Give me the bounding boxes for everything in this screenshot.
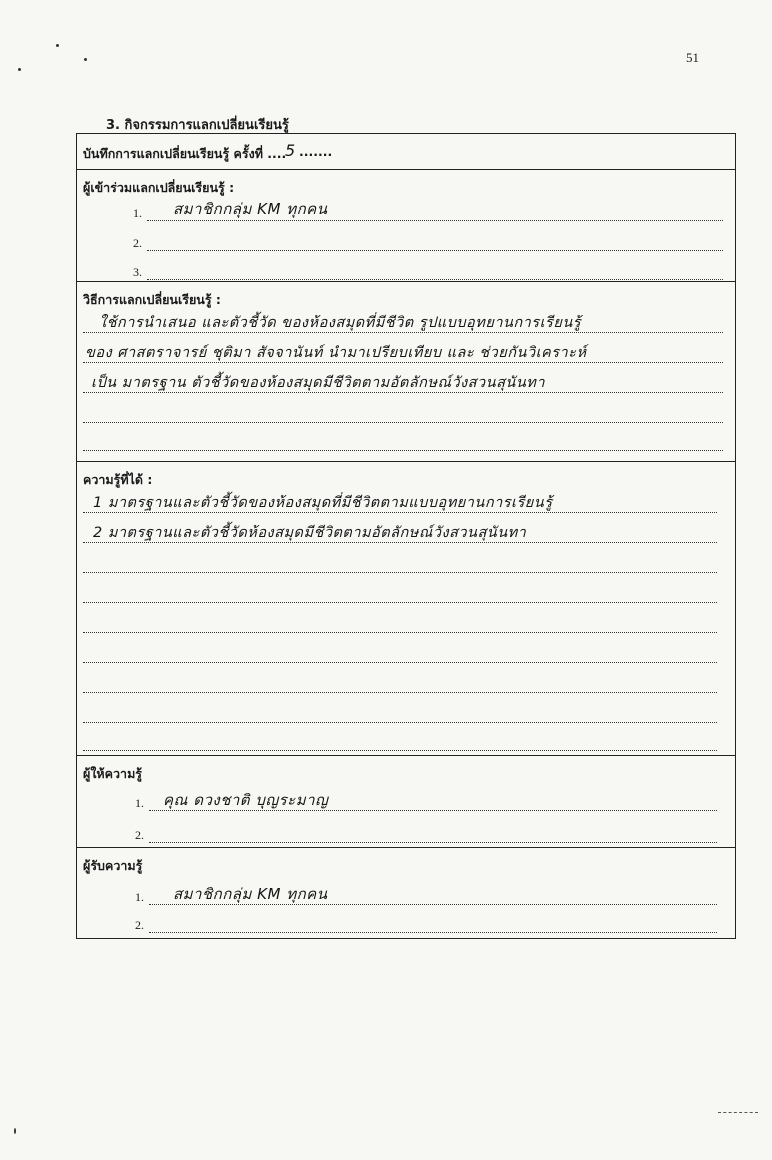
giver-line — [149, 842, 717, 843]
participant-number: 3. — [133, 265, 142, 279]
knowledge-label: ความรู้ที่ได้ : — [83, 472, 153, 487]
knowledge-line — [83, 602, 717, 603]
record-row — [77, 134, 735, 170]
knowledge-line — [83, 722, 717, 723]
participant-line — [147, 279, 723, 280]
record-number: 5 — [285, 141, 296, 160]
knowledge-line — [83, 750, 717, 751]
receiver-label: ผู้รับความรู้ — [83, 858, 143, 873]
page-number: 51 — [686, 50, 699, 65]
method-text-line: ใช้การนำเสนอ และตัวชี้วัด ของห้องสมุดที่มีชีวิต รูปแบบอุทยานการเรียนรู้ — [99, 315, 582, 331]
method-line — [83, 450, 723, 451]
knowledge-text-line: 1 มาตรฐานและตัวชี้วัดของห้องสมุดที่มีชีวิตตามแบบอุทยานการเรียนรู้ — [93, 495, 553, 511]
scan-edge-mark — [718, 1098, 758, 1113]
giver-number: 1. — [135, 796, 144, 810]
receiver-number: 2. — [135, 918, 144, 932]
knowledge-text-line: 2 มาตรฐานและตัวชี้วัดห้องสมุดมีชีวิตตามอัตลักษณ์วังสวนสุนันทา — [93, 525, 527, 541]
scan-speck — [84, 58, 87, 61]
record-suffix: ....... — [299, 144, 333, 159]
participant-line — [147, 250, 723, 251]
knowledge-line — [83, 662, 717, 663]
receiver-line — [149, 932, 717, 933]
receiver-section — [77, 848, 735, 938]
knowledge-line — [83, 632, 717, 633]
receiver-number: 1. — [135, 890, 144, 904]
participants-label: ผู้เข้าร่วมแลกเปลี่ยนเรียนรู้ : — [83, 180, 235, 195]
participants-section — [77, 170, 735, 282]
knowledge-line — [83, 692, 717, 693]
participant-entry: สมาชิกกลุ่ม KM ทุกคน — [173, 200, 328, 218]
receiver-entry: สมาชิกกลุ่ม KM ทุกคน — [173, 885, 328, 903]
method-text-line: เป็น มาตรฐาน ตัวชี้วัดของห้องสมุดมีชีวิตตามอัตลักษณ์วังสวนสุนันทา — [91, 375, 545, 391]
scan-speck — [56, 44, 59, 47]
scan-speck — [18, 68, 21, 71]
method-label: วิธีการแลกเปลี่ยนเรียนรู้ : — [83, 292, 221, 307]
knowledge-exchange-form — [76, 133, 736, 939]
giver-section — [77, 756, 735, 848]
method-line — [83, 422, 723, 423]
method-text-line: ของ ศาสตราจารย์ ชุติมา สัจจานันท์ นำมาเปรียบเทียบ และ ช่วยกันวิเคราะห์ — [85, 345, 587, 361]
method-section — [77, 282, 735, 462]
participant-number: 1. — [133, 206, 142, 220]
section-title: 3. กิจกรรมการแลกเปลี่ยนเรียนรู้ — [106, 118, 289, 133]
record-label: บันทึกการแลกเปลี่ยนเรียนรู้ ครั้งที่ .... — [83, 146, 287, 161]
knowledge-section — [77, 462, 735, 756]
giver-label: ผู้ให้ความรู้ — [83, 766, 143, 781]
participant-number: 2. — [133, 236, 142, 250]
scan-speck — [14, 1128, 16, 1134]
giver-number: 2. — [135, 828, 144, 842]
knowledge-line — [83, 572, 717, 573]
giver-entry: คุณ ดวงชาติ บุญระมาญ — [163, 791, 329, 809]
